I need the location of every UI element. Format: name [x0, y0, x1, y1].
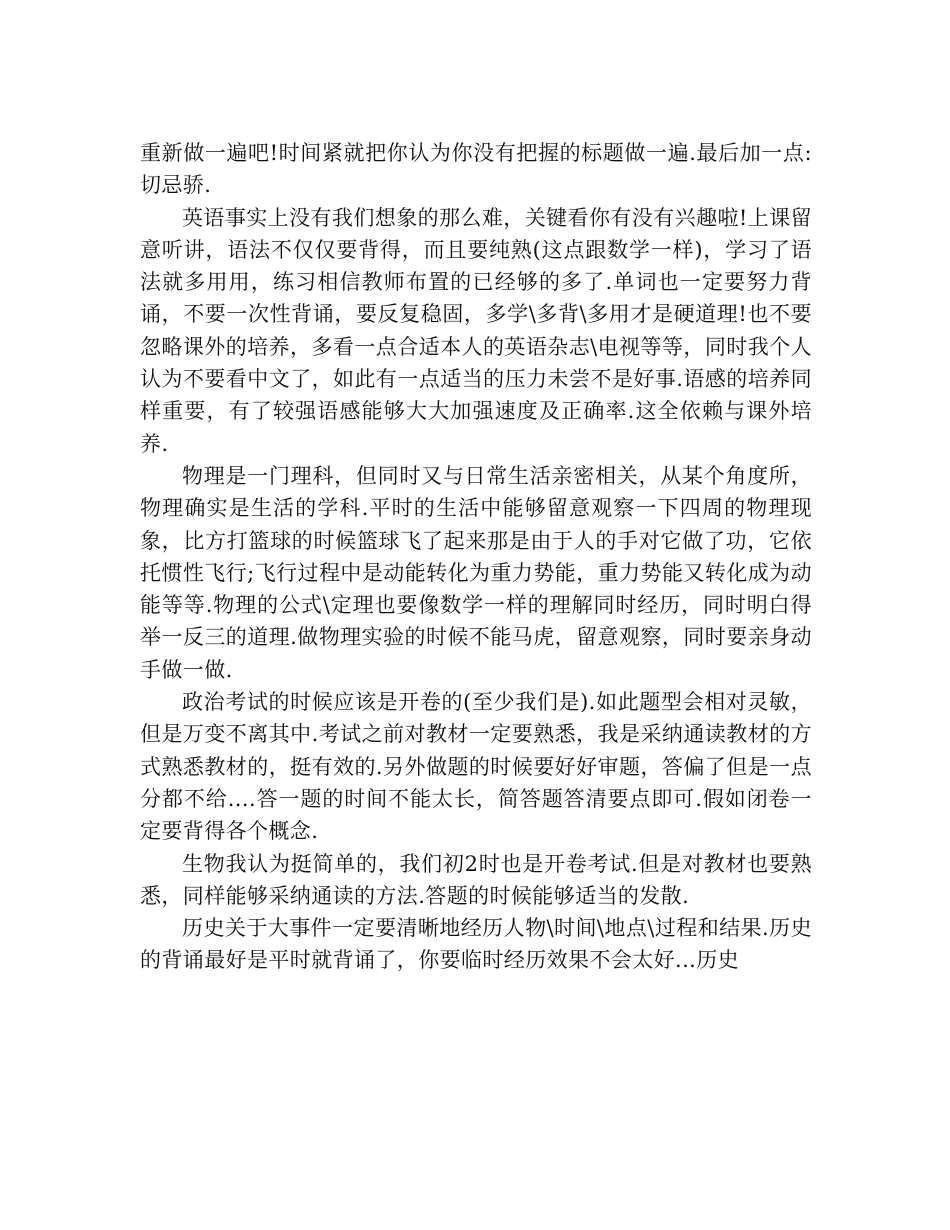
paragraph-history: 历史关于大事件一定要清晰地经历人物\时间\地点\过程和结果.历史的背诵最好是平时就背诵了，你要临时经历效果不会太好...历史 — [140, 916, 812, 973]
paragraph-continuation: 重新做一遍吧!时间紧就把你认为你没有把握的标题做一遍.最后加一点:切忌骄. — [140, 141, 812, 198]
paragraph-biology: 生物我认为挺简单的，我们初2时也是开卷考试.但是对教材也要熟悉，同样能够采纳通读的方法.答题的时候能够适当的发散. — [140, 851, 812, 908]
document-body — [140, 137, 812, 977]
paragraph-english: 英语事实上没有我们想象的那么难，关键看你有没有兴趣啦!上课留意听讲，语法不仅仅要背得，而且要纯熟(这点跟数学一样)，学习了语法就多用用，练习相信教师布置的已经够的多了.单词也一定要努力背诵，不要一次性背诵，要反复稳固，多学\多背\多用才是硬道理!也不要忽略课外的培养，多看一点合适本人的英语杂志\电视等等，同时我个人认为不要看中文了，如此有一点适当的压力未尝不是好事.语感的培养同样重要，有了较强语感能够大大加强速度及正确率.这全依赖与课外培养. — [140, 205, 812, 456]
paragraph-physics: 物理是一门理科，但同时又与日常生活亲密相关，从某个角度所，物理确实是生活的学科.平时的生活中能够留意观察一下四周的物理现象，比方打篮球的时候篮球飞了起来那是由于人的手对它做了功，它依托惯性飞行;飞行过程中是动能转化为重力势能，重力势能又转化成为动能等等.物理的公式\定理也要像数学一样的理解同时经历，同时明白得举一反三的道理.做物理实验的时候不能马虎，留意观察，同时要亲身动手做一做. — [140, 463, 812, 682]
paragraph-politics: 政治考试的时候应该是开卷的(至少我们是).如此题型会相对灵敏，但是万变不离其中.考试之前对教材一定要熟悉，我是采纳通读教材的方式熟悉教材的，挺有效的.另外做题的时候要好好审题，答偏了但是一点分都不给....答一题的时间不能太长，简答题答清要点即可.假如闭卷一定要背得各个概念. — [140, 690, 812, 844]
